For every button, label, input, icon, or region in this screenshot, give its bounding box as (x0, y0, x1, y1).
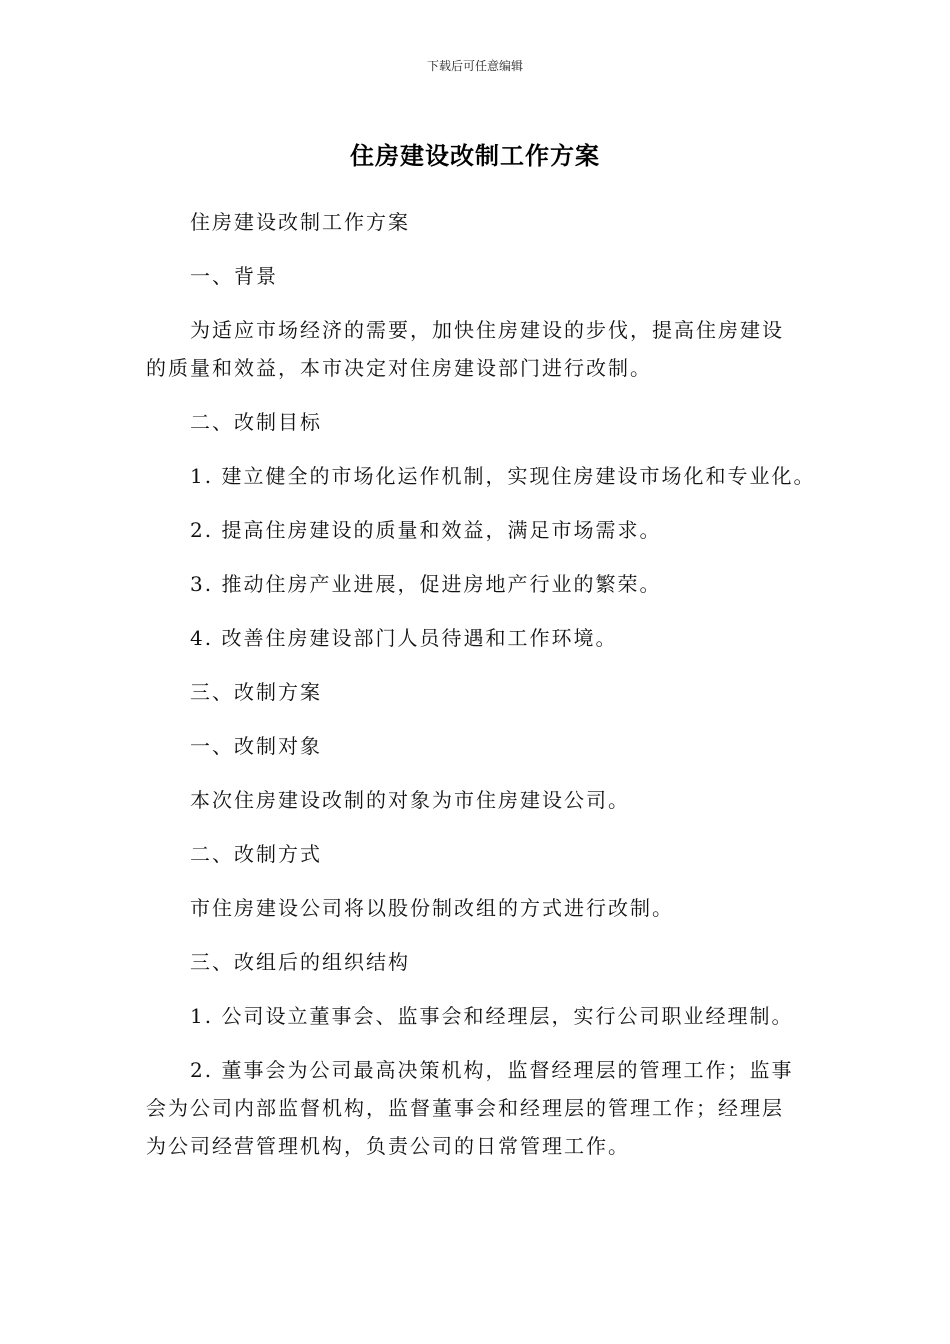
paragraph-line: 的质量和效益，本市决定对住房建设部门进行改制。 (146, 356, 652, 380)
section-heading-goals: 二、改制目标 (190, 410, 322, 434)
paragraph-line: 为公司经营管理机构，负责公司的日常管理工作。 (146, 1134, 630, 1158)
document-title: 住房建设改制工作方案 (350, 142, 600, 170)
paragraph-line: 为适应市场经济的需要，加快住房建设的步伐，提高住房建设 (190, 318, 784, 342)
subsection-heading-structure: 三、改组后的组织结构 (190, 950, 410, 974)
paragraph-line: 市住房建设公司将以股份制改组的方式进行改制。 (190, 896, 674, 920)
subsection-heading-method: 二、改制方式 (190, 842, 322, 866)
list-item: 3. 推动住房产业进展，促进房地产行业的繁荣。 (190, 572, 662, 596)
paragraph-subtitle: 住房建设改制工作方案 (190, 210, 410, 234)
page-header-note: 下载后可任意编辑 (426, 59, 523, 73)
section-heading-plan: 三、改制方案 (190, 680, 322, 704)
list-item: 4. 改善住房建设部门人员待遇和工作环境。 (190, 626, 618, 650)
paragraph-line: 会为公司内部监督机构，监督董事会和经理层的管理工作；经理层 (146, 1096, 784, 1120)
list-item: 2. 董事会为公司最高决策机构，监督经理层的管理工作；监事 (190, 1058, 794, 1082)
section-heading-background: 一、背景 (190, 264, 278, 288)
paragraph-line: 本次住房建设改制的对象为市住房建设公司。 (190, 788, 630, 812)
list-item: 1. 建立健全的市场化运作机制，实现住房建设市场化和专业化。 (190, 464, 816, 488)
list-item: 1. 公司设立董事会、监事会和经理层，实行公司职业经理制。 (190, 1004, 794, 1028)
subsection-heading-object: 一、改制对象 (190, 734, 322, 758)
list-item: 2. 提高住房建设的质量和效益，满足市场需求。 (190, 518, 662, 542)
